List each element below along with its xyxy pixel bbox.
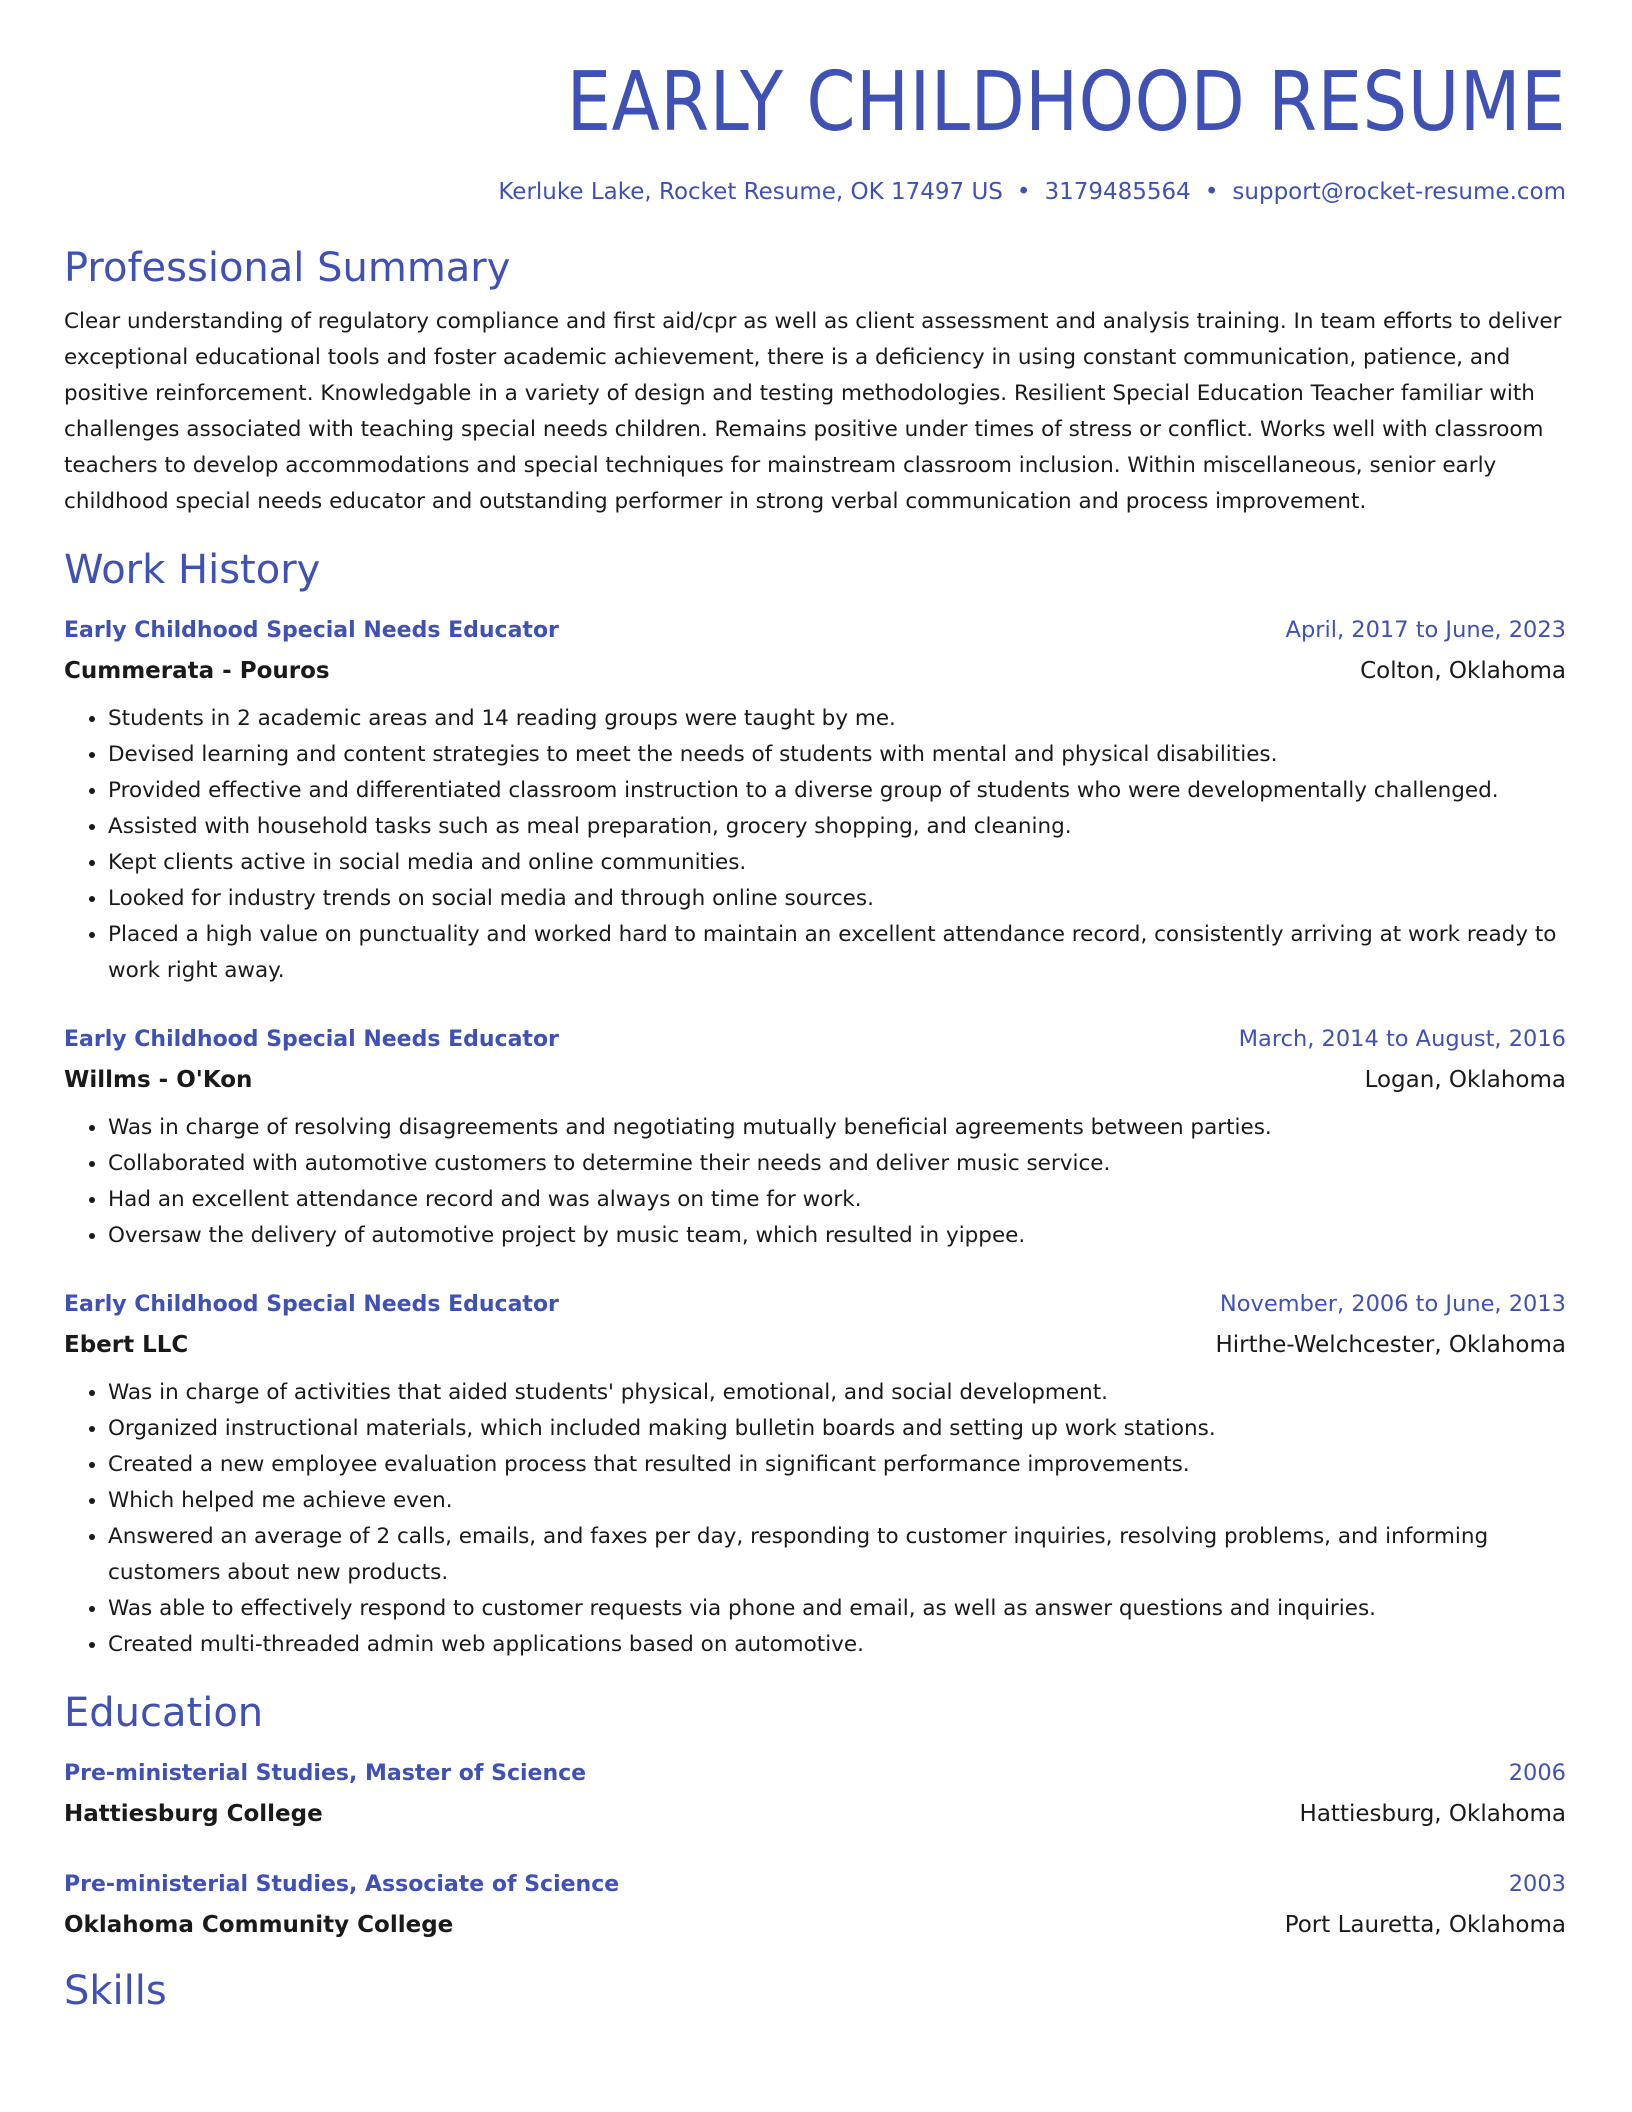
- education-entry: [64, 1753, 1566, 1834]
- job-entry: [64, 610, 1566, 989]
- education-school: Oklahoma Community College: [64, 1912, 454, 1938]
- job-bullet: • Was in charge of resolving disagreements and negotiating mutually beneficial agreements between parties.: [108, 1110, 1566, 1146]
- job-bullet: • Was able to effectively respond to customer requests via phone and email, as well as answer questions and inquiries.: [108, 1591, 1566, 1627]
- job-bullet: • Organized instructional materials, which included making bulletin boards and setting up work stations.: [108, 1411, 1566, 1447]
- job-bullet: • Devised learning and content strategies to meet the needs of students with mental and physical disabilities.: [108, 737, 1566, 773]
- education-year: 2003: [1508, 1871, 1566, 1897]
- job-bullets: [64, 701, 1566, 989]
- contact-phone: 3179485564: [1044, 179, 1191, 205]
- job-entry: [64, 1019, 1566, 1254]
- job-role: Early Childhood Special Needs Educator: [64, 1292, 559, 1317]
- contact-address: Kerluke Lake, Rocket Resume, OK 17497 US: [498, 179, 1003, 205]
- job-bullet: • Kept clients active in social media and online communities.: [108, 845, 1566, 881]
- job-bullet: • Collaborated with automotive customers to determine their needs and deliver music service.: [108, 1146, 1566, 1182]
- job-company: Cummerata - Pouros: [64, 658, 330, 684]
- job-location: Hirthe-Welchcester, Oklahoma: [1215, 1332, 1566, 1358]
- job-location: Logan, Oklahoma: [1364, 1067, 1566, 1093]
- job-bullet: • Was in charge of activities that aided students' physical, emotional, and social development.: [108, 1375, 1566, 1411]
- job-bullets: [64, 1375, 1566, 1663]
- education-year: 2006: [1508, 1760, 1566, 1786]
- job-dates: November, 2006 to June, 2013: [1219, 1291, 1566, 1317]
- section-title-education: Education: [64, 1690, 264, 1736]
- resume-title: EARLY CHILDHOOD RESUME: [566, 55, 1566, 150]
- job-bullet: • Answered an average of 2 calls, emails, and faxes per day, responding to customer inquiries, resolving problems, and informing customers about new products.: [108, 1519, 1566, 1591]
- section-title-summary: Professional Summary: [64, 245, 511, 291]
- job-bullet: • Students in 2 academic areas and 14 reading groups were taught by me.: [108, 701, 1566, 737]
- education-location: Hattiesburg, Oklahoma: [1299, 1801, 1566, 1827]
- job-bullet: • Created multi-threaded admin web applications based on automotive.: [108, 1627, 1566, 1663]
- education-entry: [64, 1864, 1566, 1945]
- contact-email[interactable]: support@rocket-resume.com: [1232, 179, 1566, 205]
- job-dates: April, 2017 to June, 2023: [1285, 617, 1566, 643]
- job-bullet: • Created a new employee evaluation process that resulted in significant performance improvements.: [108, 1447, 1566, 1483]
- job-location: Colton, Oklahoma: [1360, 658, 1566, 684]
- job-bullet: • Oversaw the delivery of automotive project by music team, which resulted in yippee.: [108, 1218, 1566, 1254]
- job-bullet: • Provided effective and differentiated classroom instruction to a diverse group of students who were developmentally challenged.: [108, 773, 1566, 809]
- job-bullets: [64, 1110, 1566, 1254]
- job-role: Early Childhood Special Needs Educator: [64, 1027, 559, 1052]
- education-degree: Pre-ministerial Studies, Master of Science: [64, 1761, 587, 1786]
- education-degree: Pre-ministerial Studies, Associate of Science: [64, 1872, 620, 1897]
- education-location: Port Lauretta, Oklahoma: [1284, 1912, 1566, 1938]
- job-role: Early Childhood Special Needs Educator: [64, 618, 559, 643]
- job-bullet: • Which helped me achieve even.: [108, 1483, 1566, 1519]
- section-title-skills: Skills: [64, 1968, 167, 2014]
- contact-separator: •: [1016, 179, 1031, 205]
- contact-line: [64, 176, 1566, 208]
- job-company: Ebert LLC: [64, 1332, 189, 1358]
- job-bullet: • Looked for industry trends on social media and through online sources.: [108, 881, 1566, 917]
- summary-text: Clear understanding of regulatory compliance and first aid/cpr as well as client assessment and analysis training. In team efforts to deliver exceptional educational tools and foster academic achievement, there is a deficiency in using constant communication, patience, and positive reinforcement. Knowledgable in a variety of design and testing methodologies. Resilient Special Education Teacher familiar with challenges associated with teaching special needs children. Remains positive under times of stress or conflict. Works well with classroom teachers to develop accommodations and special techniques for mainstream classroom inclusion. Within miscellaneous, senior early childhood special needs educator and outstanding performer in strong verbal communication and process improvement.: [64, 309, 1562, 514]
- contact-separator: •: [1204, 179, 1219, 205]
- resume-page: [64, 48, 1566, 2017]
- job-bullet: • Placed a high value on punctuality and worked hard to maintain an excellent attendance record, consistently arriving at work ready to work right away.: [108, 917, 1566, 989]
- job-company: Willms - O'Kon: [64, 1067, 253, 1093]
- section-title-work-history: Work History: [64, 547, 321, 593]
- job-dates: March, 2014 to August, 2016: [1238, 1026, 1566, 1052]
- job-bullet: • Assisted with household tasks such as meal preparation, grocery shopping, and cleaning.: [108, 809, 1566, 845]
- education-school: Hattiesburg College: [64, 1801, 323, 1827]
- job-bullet: • Had an excellent attendance record and was always on time for work.: [108, 1182, 1566, 1218]
- job-entry: [64, 1284, 1566, 1663]
